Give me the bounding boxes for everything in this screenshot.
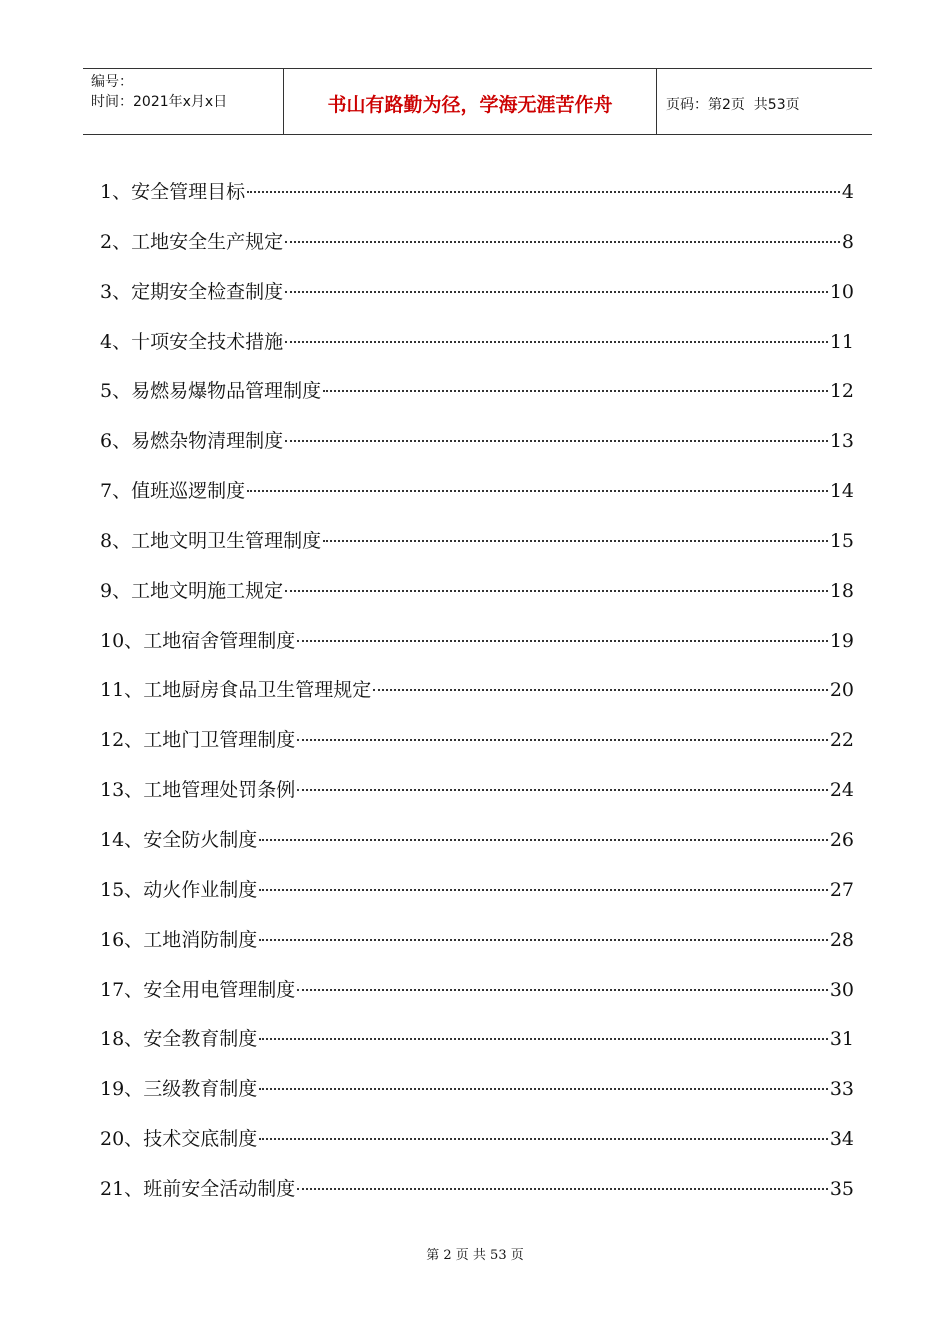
- toc-entry[interactable]: [100, 820, 854, 870]
- toc-entry[interactable]: [100, 471, 854, 521]
- toc-leader-dots: [373, 689, 828, 691]
- toc-entry[interactable]: [100, 670, 854, 720]
- toc-entry-title: 工地管理处罚条例: [143, 779, 296, 802]
- toc-entry[interactable]: [100, 371, 854, 421]
- table-of-contents: [100, 172, 854, 1219]
- toc-leader-dots: [259, 1038, 828, 1040]
- toc-entry-number: 19、: [100, 1078, 144, 1101]
- toc-entry-title: 安全教育制度: [143, 1028, 258, 1051]
- toc-leader-dots: [259, 939, 828, 941]
- toc-entry-title: 定期安全检查制度: [131, 280, 284, 303]
- toc-entry-number: 16、: [100, 928, 144, 951]
- toc-entry-page: 14: [829, 480, 854, 503]
- toc-entry-page: 13: [829, 430, 854, 453]
- toc-entry[interactable]: [100, 970, 854, 1020]
- toc-leader-dots: [297, 789, 828, 791]
- toc-entry-number: 4、: [100, 330, 132, 353]
- document-number-label: 编号：: [91, 74, 133, 90]
- toc-entry-page: 24: [829, 779, 854, 802]
- toc-entry-title: 安全防火制度: [143, 828, 258, 851]
- page-footer: 第 2 页 共 53 页: [426, 1248, 524, 1263]
- toc-entry[interactable]: [100, 770, 854, 820]
- toc-leader-dots: [297, 989, 828, 991]
- toc-entry-page: 12: [829, 380, 854, 403]
- toc-entry[interactable]: [100, 720, 854, 770]
- toc-entry[interactable]: [100, 1069, 854, 1119]
- toc-entry-page: 35: [829, 1177, 854, 1200]
- toc-entry-title: 技术交底制度: [143, 1128, 258, 1151]
- toc-leader-dots: [297, 739, 828, 741]
- toc-entry[interactable]: [100, 521, 854, 571]
- page-header: [83, 68, 872, 135]
- toc-leader-dots: [285, 440, 828, 442]
- toc-entry-title: 十项安全技术措施: [131, 330, 284, 353]
- document-time-label: 时间：2021年x月x日: [91, 94, 228, 110]
- toc-entry[interactable]: [100, 172, 854, 222]
- toc-entry-number: 6、: [100, 430, 132, 453]
- toc-leader-dots: [259, 1138, 828, 1140]
- toc-entry-title: 班前安全活动制度: [143, 1177, 296, 1200]
- toc-entry-title: 三级教育制度: [143, 1078, 258, 1101]
- toc-entry-number: 7、: [100, 480, 132, 503]
- toc-entry-number: 12、: [100, 729, 144, 752]
- toc-entry-number: 5、: [100, 380, 132, 403]
- toc-entry-number: 2、: [100, 230, 132, 253]
- toc-entry-title: 易燃杂物清理制度: [131, 430, 284, 453]
- toc-leader-dots: [285, 341, 828, 343]
- toc-entry-page: 26: [829, 828, 854, 851]
- toc-entry-title: 动火作业制度: [143, 878, 258, 901]
- toc-entry-number: 17、: [100, 978, 144, 1001]
- toc-entry-title: 工地门卫管理制度: [143, 729, 296, 752]
- toc-entry-title: 工地消防制度: [143, 928, 258, 951]
- toc-leader-dots: [285, 241, 840, 243]
- toc-entry-number: 1、: [100, 181, 132, 203]
- toc-leader-dots: [285, 590, 828, 592]
- toc-entry-page: 8: [841, 230, 854, 253]
- toc-entry-title: 工地安全生产规定: [131, 230, 284, 253]
- toc-entry-title: 安全用电管理制度: [143, 978, 296, 1001]
- toc-entry-number: 13、: [100, 779, 144, 802]
- toc-entry-number: 9、: [100, 579, 132, 602]
- toc-leader-dots: [323, 540, 828, 542]
- toc-entry-number: 8、: [100, 529, 132, 552]
- toc-entry-number: 11、: [100, 679, 144, 702]
- toc-leader-dots: [259, 839, 828, 841]
- toc-entry-page: 19: [829, 629, 854, 652]
- toc-entry-title: 易燃易爆物品管理制度: [131, 380, 322, 403]
- toc-entry[interactable]: [100, 870, 854, 920]
- toc-entry-page: 34: [829, 1128, 854, 1151]
- toc-entry-page: 20: [829, 679, 854, 702]
- toc-leader-dots: [285, 291, 828, 293]
- toc-entry-number: 20、: [100, 1128, 144, 1151]
- toc-leader-dots: [297, 1188, 828, 1190]
- toc-entry-number: 21、: [100, 1177, 144, 1200]
- toc-entry-title: 工地文明卫生管理制度: [131, 529, 322, 552]
- toc-leader-dots: [297, 640, 828, 642]
- toc-entry-number: 15、: [100, 878, 144, 901]
- toc-leader-dots: [323, 390, 828, 392]
- toc-entry-page: 27: [829, 878, 854, 901]
- toc-entry-title: 安全管理目标: [131, 181, 246, 203]
- toc-entry-number: 14、: [100, 828, 144, 851]
- toc-leader-dots: [259, 1088, 828, 1090]
- toc-leader-dots: [247, 191, 840, 193]
- toc-entry[interactable]: [100, 1119, 854, 1169]
- toc-entry[interactable]: [100, 920, 854, 970]
- toc-leader-dots: [247, 490, 828, 492]
- toc-entry-title: 工地文明施工规定: [131, 579, 284, 602]
- header-page-info: 页码：第2页 共53页: [666, 96, 800, 113]
- toc-entry-page: 15: [829, 529, 854, 552]
- toc-entry-page: 31: [829, 1028, 854, 1051]
- toc-entry-title: 工地厨房食品卫生管理规定: [143, 679, 372, 702]
- toc-entry[interactable]: [100, 1169, 854, 1219]
- header-motto: 书山有路勤为径，学海无涯苦作舟: [284, 69, 657, 134]
- toc-entry[interactable]: [100, 222, 854, 272]
- toc-leader-dots: [259, 889, 828, 891]
- toc-entry-page: 11: [829, 330, 854, 353]
- toc-entry-page: 4: [841, 181, 854, 203]
- header-meta: [83, 69, 284, 134]
- toc-entry-page: 22: [829, 729, 854, 752]
- toc-entry-title: 工地宿舍管理制度: [143, 629, 296, 652]
- toc-entry[interactable]: [100, 322, 854, 372]
- toc-entry-page: 30: [829, 978, 854, 1001]
- toc-entry-number: 3、: [100, 280, 132, 303]
- toc-entry-title: 值班巡逻制度: [131, 480, 246, 503]
- toc-entry-page: 18: [829, 579, 854, 602]
- toc-entry-page: 28: [829, 928, 854, 951]
- toc-entry[interactable]: [100, 272, 854, 322]
- toc-entry[interactable]: [100, 621, 854, 671]
- toc-entry-page: 10: [829, 280, 854, 303]
- toc-entry[interactable]: [100, 421, 854, 471]
- toc-entry-number: 18、: [100, 1028, 144, 1051]
- toc-entry-number: 10、: [100, 629, 144, 652]
- toc-entry-page: 33: [829, 1078, 854, 1101]
- toc-entry[interactable]: [100, 571, 854, 621]
- toc-entry[interactable]: [100, 1019, 854, 1069]
